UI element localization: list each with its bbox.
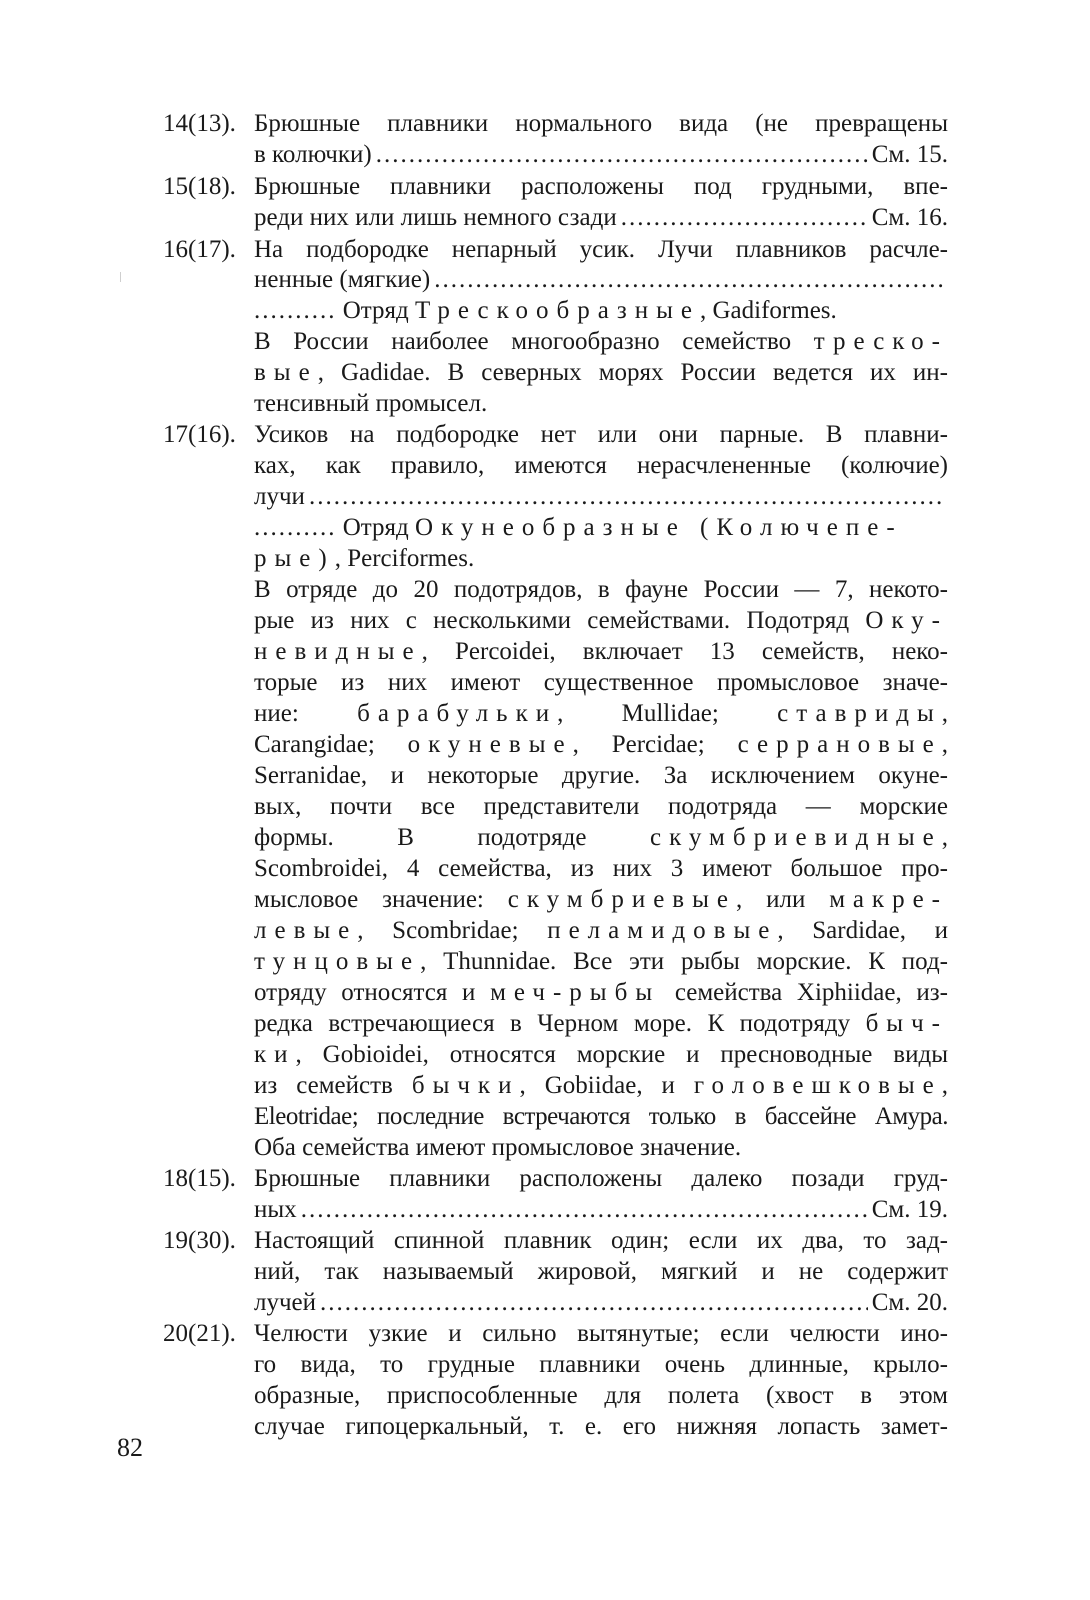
couplet-text: ных xyxy=(254,1196,297,1223)
couplet-text-line: го вида, то грудные плавники очень длинные, крыло- xyxy=(254,1351,948,1378)
couplet-text-line: образные, приспособленные для полета (хвост в этом xyxy=(254,1382,948,1409)
order-word: Отряд xyxy=(342,514,409,541)
couplet-text-line: случае гипоцеркальный, т. е. его нижняя лопасть замет- xyxy=(254,1413,948,1440)
couplet-text-line xyxy=(254,203,948,233)
couplet-text: реди них или лишь немного сзади xyxy=(254,204,617,231)
dot-leader xyxy=(621,203,868,233)
couplet-text: лучи xyxy=(254,483,305,510)
cross-reference: См. 19. xyxy=(871,1196,948,1223)
couplet-text: в колючки) xyxy=(254,141,372,168)
family-name: меч-рыбы xyxy=(490,979,661,1006)
couplet-number: 18(15). xyxy=(163,1165,236,1192)
couplet-text-line: Брюшные плавники расположены под грудными, впе- xyxy=(254,173,948,200)
couplet-text-line: ках, как правило, имеются нерасчлененные (колючие) xyxy=(254,452,948,479)
description-line: мысловое значение: скумбриевые, или макре- xyxy=(254,886,949,913)
couplet-number: 19(30). xyxy=(163,1227,236,1254)
family-name: серрановые xyxy=(737,731,942,758)
order-latin: , Gadiformes. xyxy=(700,297,837,324)
description-line: рые из них с несколькими семействами. Подотряд Оку- xyxy=(254,607,948,634)
description-line: Eleotridae; последние встречаются только в бассейне Амура. xyxy=(254,1103,948,1130)
couplet-text-line: Брюшные плавники расположены далеко позади груд- xyxy=(254,1165,948,1192)
couplet-number: 15(18). xyxy=(163,173,236,200)
description-line: формы. В подотряде скумбриевидные, xyxy=(254,824,948,851)
family-name: пеламидовые xyxy=(547,917,778,944)
family-name: скумбриевые xyxy=(507,886,737,913)
couplet-text-line: Челюсти узкие и сильно вытянутые; если челюсти ино- xyxy=(254,1320,948,1347)
dot-leader xyxy=(376,140,868,170)
cross-reference: См. 15. xyxy=(871,141,948,168)
suborder-name: быч- xyxy=(865,1010,948,1037)
description-line: Serranidae, и некоторые другие. За исключением окуне- xyxy=(254,762,948,789)
description-line: невидные, Percoidei, включает 13 семейств, неко- xyxy=(254,638,948,665)
couplet-text-line: Брюшные плавники нормального вида (не превращены xyxy=(254,110,948,137)
family-name: макре- xyxy=(829,886,949,913)
description-line: из семейств бычки, Gobiidae, и головешковые, xyxy=(254,1072,949,1099)
order-latin: , Perciformes. xyxy=(334,545,475,572)
description-line: В России наиболее многообразно семейство треско- xyxy=(254,328,948,355)
description-line: вых, почти все представители подотряда — морские xyxy=(254,793,948,820)
family-name: левые xyxy=(254,917,358,944)
family-name: треско- xyxy=(813,328,948,355)
couplet-number: 17(16). xyxy=(163,421,236,448)
suborder-name: Оку- xyxy=(865,607,948,634)
description-line: тенсивный промысел. xyxy=(254,390,488,417)
suborder-name: скумбриевидные xyxy=(650,824,942,851)
couplet-text-line: Настоящий спинной плавник один; если их два, то зад- xyxy=(254,1227,948,1254)
description-line: ние: барабульки, Mullidae; ставриды, xyxy=(254,700,949,727)
description-line: тунцовые, Thunnidae. Все эти рыбы морские. К под- xyxy=(254,948,948,975)
couplet-text-line xyxy=(254,482,948,512)
suborder-name: невидные xyxy=(254,638,422,665)
order-line xyxy=(254,513,948,543)
order-name: рые) xyxy=(254,545,335,572)
couplet-number: 16(17). xyxy=(163,236,236,263)
description-line: торые из них имеют существенное промысловое значе- xyxy=(254,669,948,696)
description-line: отряду относятся и меч-рыбы семейства Xiphiidae, из- xyxy=(254,979,949,1006)
family-name: головешковые xyxy=(693,1072,942,1099)
description-line: В отряде до 20 подотрядов, в фауне России — 7, некото- xyxy=(254,576,948,603)
dot-leader xyxy=(309,482,944,512)
couplet-number: 20(21). xyxy=(163,1320,236,1347)
couplet-text-line: ний, так называемый жировой, мягкий и не содержит xyxy=(254,1258,948,1285)
scan-speck xyxy=(120,272,121,282)
cross-reference: См. 20. xyxy=(871,1289,948,1316)
order-line xyxy=(254,544,948,574)
couplet-number: 14(13). xyxy=(163,110,236,137)
dot-leader xyxy=(320,1288,868,1318)
couplet-text-line: Усиков на подбородке нет или они парные. В плавни- xyxy=(254,421,948,448)
dot-leader: .......... xyxy=(254,514,337,541)
description-line: вые, Gadidae. В северных морях России ведется их ин- xyxy=(254,359,948,386)
family-name: окуневые xyxy=(407,731,573,758)
couplet-text-line: На подбородке непарный усик. Лучи плавников расчле- xyxy=(254,236,948,263)
couplet-text: ненные (мягкие) xyxy=(254,266,431,293)
order-name: Трескообразные xyxy=(415,297,700,324)
couplet-text-line xyxy=(254,1288,948,1318)
order-word: Отряд xyxy=(342,297,409,324)
dot-leader xyxy=(301,1195,868,1225)
family-name: ставриды xyxy=(777,700,942,727)
description-line: левые, Scombridae; пеламидовые, Sardidae, и xyxy=(254,917,949,944)
dot-leader: .......... xyxy=(254,297,337,324)
suborder-name: ки xyxy=(254,1041,296,1068)
description-line: Оба семейства имеют промысловое значение. xyxy=(254,1134,742,1161)
family-name: тунцовые xyxy=(254,948,421,975)
cross-reference: См. 16. xyxy=(871,204,948,231)
couplet-text-line xyxy=(254,1195,948,1225)
couplet-text-line xyxy=(254,265,948,295)
family-name: бычки xyxy=(411,1072,520,1099)
description-line: редка встречающиеся в Черном море. К подотряду быч- xyxy=(254,1010,948,1037)
family-name: вые xyxy=(254,359,318,386)
couplet-text-line xyxy=(254,140,948,170)
order-line xyxy=(254,296,948,326)
description-line: ки, Gobioidei, относятся морские и пресноводные виды xyxy=(254,1041,948,1068)
order-name: Окунеобразные (Колючепе- xyxy=(415,514,903,541)
dot-leader xyxy=(434,265,944,295)
description-line: Carangidae; окуневые, Percidae; серрановые, xyxy=(254,731,949,758)
couplet-text: лучей xyxy=(254,1289,317,1316)
page-number: 82 xyxy=(117,1433,143,1462)
family-name: барабульки xyxy=(357,700,558,727)
description-line: Scombroidei, 4 семейства, из них 3 имеют большое про- xyxy=(254,855,948,882)
